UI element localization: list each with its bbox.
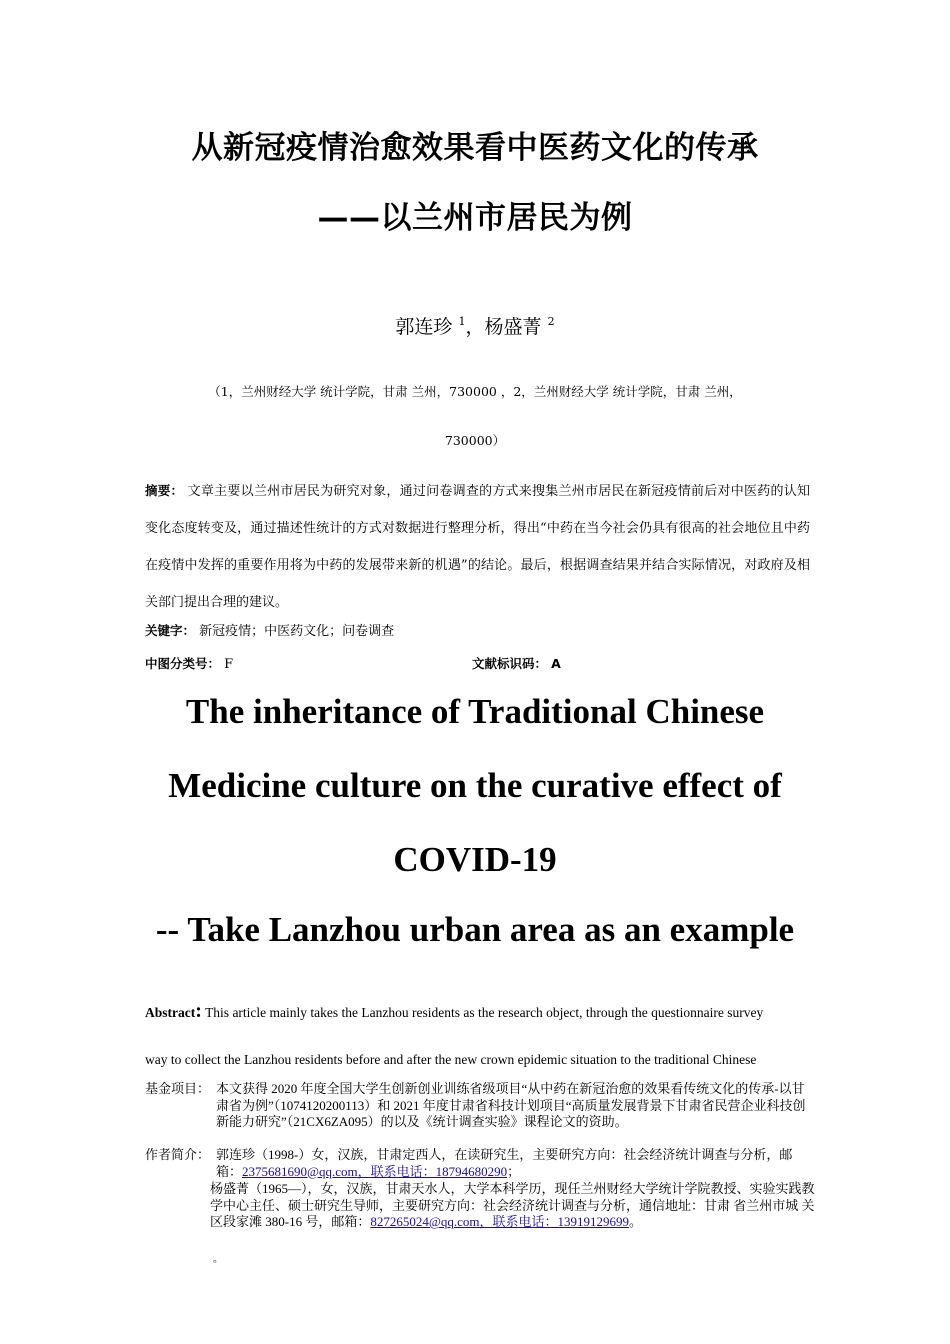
affiliation-line1: （1，兰州财经大学 统计学院，甘肃 兰州，730000 ，2，兰州财经大学 统计学院，甘肃 兰州， bbox=[208, 384, 742, 399]
author-bio-label: 作者简介： bbox=[145, 1147, 211, 1162]
author-separator: ， bbox=[465, 316, 485, 338]
keywords-label: 关键字： bbox=[145, 623, 196, 638]
author-name: 郭连珍 bbox=[395, 316, 453, 338]
clc-value: F bbox=[224, 657, 234, 672]
title-cn-line2: ——以兰州市居民为例 bbox=[317, 200, 633, 236]
author-2-email-link[interactable]: 827265024@qq.com，联系电话：13919129699 bbox=[370, 1214, 629, 1230]
clc-label: 中图分类号： bbox=[145, 656, 221, 671]
author-affiliation-mark: 2 bbox=[547, 315, 555, 328]
author-affiliation-mark: 1 bbox=[458, 315, 466, 328]
author-bio-1 bbox=[216, 1147, 815, 1180]
author-list bbox=[0, 312, 950, 339]
title-en-line4: -- Take Lanzhou urban area as an example bbox=[155, 910, 795, 949]
clc-number bbox=[145, 654, 233, 672]
abstract-en-text: This article mainly takes the Lanzhou residents as the research object, through the questionnaire survey bbox=[205, 1005, 764, 1020]
keywords bbox=[145, 620, 394, 639]
title-en-line1: The inheritance of Traditional Chinese bbox=[185, 692, 765, 731]
author-1-email-link[interactable]: 2375681690@qq.com，联系电话：18794680290 bbox=[242, 1163, 508, 1179]
abstract-en-line1 bbox=[145, 988, 810, 1036]
author-bio-1-end: ； bbox=[507, 1163, 521, 1179]
abstract-cn-label: 摘要： bbox=[145, 483, 184, 498]
funding-text: 本文获得 2020 年度全国大学生创新创业训练省级项目“从中药在新冠治愈的效果看传统文化的传承-以甘肃省为例”（1074120200113）和 2021 年度甘肃省科技计划项目“高质量发展背景下甘肃省民营企业科技创新能力研究”（21CX6ZA095）的以及《统计调查实验》课程论文的资助。 bbox=[216, 1081, 806, 1130]
funding-footnote bbox=[145, 1081, 815, 1131]
author-bio-2-end: 。 bbox=[628, 1214, 642, 1230]
document-code-value: A bbox=[551, 656, 561, 671]
title-cn-line1: 从新冠疫情治愈效果看中医药文化的传承 bbox=[191, 130, 759, 166]
abstract-cn-text: 文章主要以兰州市居民为研究对象，通过问卷调查的方式来搜集兰州市居民在新冠疫情前后对中医药的认知变化态度转变及，通过描述性统计的方式对数据进行整理分析，得出“中药在当今社会仍具有很高的社会地位且中药在疫情中发挥的重要作用将为中药的发展带来新的机遇”的结论。最后，根据调查结果并结合实际情况，对政府及相关部门提出合理的建议。 bbox=[145, 484, 810, 610]
title-en-line3: COVID-19 bbox=[393, 840, 557, 879]
abstract-en-label: Abstract bbox=[145, 1005, 196, 1020]
abstract-en-colon: : bbox=[195, 1000, 202, 1022]
abstract-en-line2: way to collect the Lanzhou residents before and after the new crown epidemic situation to the traditional Chinese bbox=[145, 1052, 757, 1067]
abstract-cn bbox=[145, 472, 810, 621]
affiliation-line2: 730000） bbox=[444, 433, 506, 448]
funding-label: 基金项目： bbox=[145, 1081, 211, 1096]
document-code bbox=[472, 654, 561, 672]
author-bio-2-text: 杨盛菁（1965—），女，汉族，甘肃天水人，大学本科学历，现任兰州财经大学统计学院教授、实验实践教学中心主任、硕士研究生导师，主要研究方向：社会经济统计调查与分析，通信地址：甘肃 省兰州市城 关区段家滩 380-16 号，邮箱： bbox=[210, 1181, 815, 1230]
document-code-label: 文献标识码： bbox=[472, 656, 548, 671]
author-name: 杨盛菁 bbox=[484, 316, 542, 338]
trailing-mark: 。 bbox=[213, 1254, 223, 1265]
author-bio-1-text: 郭连珍（1998-）女，汉族，甘肃定西人，在读研究生，主要研究方向：社会经济统计调查与分析，邮箱： bbox=[216, 1147, 793, 1179]
title-en-line2: Medicine culture on the curative effect of bbox=[168, 766, 782, 805]
author-bio-2 bbox=[210, 1181, 815, 1231]
author-bio-footnote bbox=[145, 1147, 815, 1180]
abstract-en bbox=[145, 988, 810, 1083]
keywords-text: 新冠疫情；中医药文化；问卷调查 bbox=[199, 624, 395, 639]
